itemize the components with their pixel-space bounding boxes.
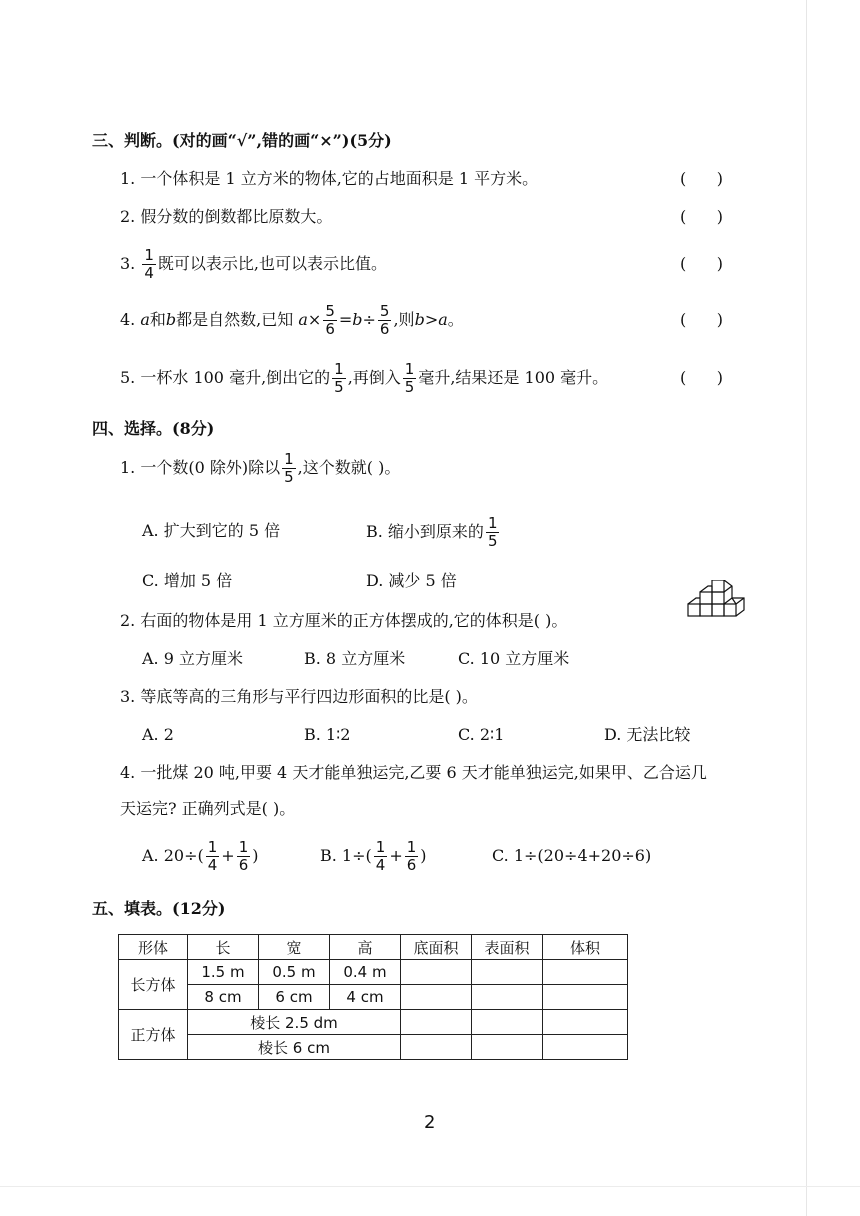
- table-cell: 棱长 6 cm: [188, 1035, 401, 1060]
- fill-table: [118, 934, 628, 1060]
- choice-q1-option-c[interactable]: C. 增加 5 倍: [142, 571, 233, 590]
- judge-q4-num: 4.: [120, 310, 136, 329]
- judge-q2: 2. 假分数的倒数都比原数大。: [120, 207, 333, 226]
- answer-cell[interactable]: [472, 1010, 543, 1035]
- judge-q5: [120, 358, 608, 398]
- denominator: 6: [325, 320, 335, 338]
- fraction-one-fifth: [486, 515, 500, 550]
- divide-sign: ÷: [362, 310, 376, 329]
- text: 都是自然数,已知: [176, 310, 294, 329]
- page-number: 2: [424, 1112, 436, 1133]
- option-text: B. 1÷(: [320, 846, 372, 865]
- numerator: 1: [238, 838, 249, 856]
- choice-q4-option-b[interactable]: [320, 836, 427, 876]
- choice-q3-option-c[interactable]: C. 2∶1: [458, 725, 505, 744]
- choice-q1: [120, 448, 400, 488]
- judge-q2-answer-blank[interactable]: ( ): [680, 207, 723, 226]
- header-cell: 表面积: [472, 935, 543, 960]
- close-paren: ): [252, 846, 259, 865]
- judge-q5-answer-blank[interactable]: ( ): [680, 368, 723, 387]
- denominator: 6: [406, 856, 417, 874]
- fraction-one-quarter: [374, 839, 388, 874]
- table-cell: 8 cm: [188, 985, 259, 1010]
- denominator: 4: [207, 856, 218, 874]
- choice-q1-option-d[interactable]: D. 减少 5 倍: [366, 571, 457, 590]
- judge-q4: [120, 300, 464, 340]
- answer-cell[interactable]: [543, 985, 628, 1010]
- text: 。: [447, 310, 464, 329]
- table-cell: 0.4 m: [330, 960, 401, 985]
- denominator: 4: [375, 856, 386, 874]
- fraction-one-fifth: [403, 361, 417, 396]
- choice-q2-option-b[interactable]: B. 8 立方厘米: [304, 649, 406, 668]
- numerator: 1: [334, 360, 344, 378]
- section5-heading: 五、填表。(12分): [92, 899, 226, 918]
- table-cell: 4 cm: [330, 985, 401, 1010]
- table-row: [119, 960, 628, 985]
- fraction-one-sixth: [237, 839, 251, 874]
- choice-q1-text-b: ,这个数就( )。: [297, 458, 401, 477]
- denominator: 5: [334, 378, 344, 396]
- choice-q3-option-d[interactable]: D. 无法比较: [604, 725, 691, 744]
- fraction-one-quarter: [206, 839, 220, 874]
- fraction-one-fifth: [282, 451, 296, 486]
- var-b: b: [414, 310, 425, 329]
- judge-q1: 1. 一个体积是 1 立方米的物体,它的占地面积是 1 平方米。: [120, 169, 539, 188]
- numerator: 1: [375, 838, 386, 856]
- numerator: 5: [379, 302, 390, 320]
- choice-q4-line1: 4. 一批煤 20 吨,甲要 4 天才能单独运完,乙要 6 天才能单独运完,如果甲、乙合运几: [120, 763, 707, 782]
- header-cell: 高: [330, 935, 401, 960]
- times-sign: ×: [307, 310, 322, 329]
- denominator: 4: [144, 264, 154, 282]
- choice-q4-option-c[interactable]: C. 1÷(20÷4+20÷6): [492, 846, 652, 865]
- greater-sign: >: [424, 310, 439, 329]
- denominator: 5: [487, 532, 498, 550]
- table-row: [119, 985, 628, 1010]
- plus-sign: +: [389, 846, 403, 865]
- fraction-five-sixths: [378, 303, 392, 338]
- choice-q2: 2. 右面的物体是用 1 立方厘米的正方体摆成的,它的体积是( )。: [120, 611, 568, 630]
- table-cell: 0.5 m: [259, 960, 330, 985]
- table-cell: 1.5 m: [188, 960, 259, 985]
- fraction-one-sixth: [405, 839, 419, 874]
- answer-cell[interactable]: [472, 985, 543, 1010]
- numerator: 5: [325, 302, 335, 320]
- choice-q2-option-c[interactable]: C. 10 立方厘米: [458, 649, 570, 668]
- table-row: [119, 1035, 628, 1060]
- choice-q3-option-b[interactable]: B. 1∶2: [304, 725, 351, 744]
- numerator: 1: [207, 838, 218, 856]
- table-header-row: [119, 935, 628, 960]
- denominator: 6: [238, 856, 249, 874]
- header-cell: 形体: [119, 935, 188, 960]
- denominator: 5: [284, 468, 294, 486]
- header-cell: 底面积: [401, 935, 472, 960]
- choice-q4-option-a[interactable]: [142, 836, 258, 876]
- numerator: 1: [284, 450, 294, 468]
- header-cell: 长: [188, 935, 259, 960]
- judge-q5-text-a: 5. 一杯水 100 毫升,倒出它的: [120, 368, 331, 387]
- fraction-five-sixths: [323, 303, 337, 338]
- numerator: 1: [487, 514, 498, 532]
- choice-q1-option-b[interactable]: [366, 512, 501, 552]
- fraction-one-quarter: [142, 247, 156, 282]
- answer-cell[interactable]: [472, 960, 543, 985]
- judge-q3-answer-blank[interactable]: ( ): [680, 254, 723, 273]
- choice-q2-option-a[interactable]: A. 9 立方厘米: [142, 649, 243, 668]
- answer-cell[interactable]: [543, 1010, 628, 1035]
- numerator: 1: [404, 360, 415, 378]
- choice-q1-text-a: 1. 一个数(0 除外)除以: [120, 458, 281, 477]
- header-cell: 宽: [259, 935, 330, 960]
- choice-q1-option-a[interactable]: A. 扩大到它的 5 倍: [142, 521, 281, 540]
- table-row: [119, 1010, 628, 1035]
- close-paren: ): [420, 846, 427, 865]
- plus-sign: +: [221, 846, 235, 865]
- text: 和: [149, 310, 166, 329]
- judge-q5-text-b: ,再倒入: [347, 368, 401, 387]
- var-a: a: [298, 310, 308, 329]
- answer-cell[interactable]: [543, 960, 628, 985]
- judge-q4-answer-blank[interactable]: ( ): [680, 310, 723, 329]
- text: ,则: [393, 310, 415, 329]
- judge-q3-text: 既可以表示比,也可以表示比值。: [157, 254, 387, 273]
- judge-q3-num: 3.: [120, 254, 136, 273]
- section4-heading: 四、选择。(8分): [92, 419, 215, 438]
- judge-q1-answer-blank[interactable]: ( ): [680, 169, 723, 188]
- option-text: A. 20÷(: [142, 846, 204, 865]
- cube-stack-figure: [684, 580, 756, 624]
- var-a: a: [438, 310, 448, 329]
- option-b-text: B. 缩小到原来的: [366, 522, 484, 541]
- choice-q4-line2: 天运完? 正确列式是( )。: [120, 799, 296, 818]
- page-edge-right: [806, 0, 807, 1216]
- answer-cell[interactable]: [543, 1035, 628, 1060]
- denominator: 6: [379, 320, 390, 338]
- var-b: b: [352, 310, 363, 329]
- answer-cell[interactable]: [401, 985, 472, 1010]
- answer-cell[interactable]: [401, 1035, 472, 1060]
- answer-cell[interactable]: [472, 1035, 543, 1060]
- numerator: 1: [144, 246, 154, 264]
- section3-heading: 三、判断。(对的画“√”,错的画“×”)(5分): [92, 131, 392, 150]
- equals-sign: =: [338, 310, 353, 329]
- var-b: b: [165, 310, 177, 329]
- fraction-one-fifth: [332, 361, 346, 396]
- denominator: 5: [404, 378, 415, 396]
- choice-q3-option-a[interactable]: A. 2: [142, 725, 174, 744]
- cuboid-label: 长方体: [119, 960, 188, 1010]
- cube-label: 正方体: [119, 1010, 188, 1060]
- numerator: 1: [406, 838, 417, 856]
- page-edge-bottom: [0, 1186, 860, 1187]
- table-cell: 6 cm: [259, 985, 330, 1010]
- header-cell: 体积: [543, 935, 628, 960]
- var-a: a: [140, 310, 150, 329]
- judge-q3: [120, 244, 387, 284]
- answer-cell[interactable]: [401, 1010, 472, 1035]
- choice-q3: 3. 等底等高的三角形与平行四边形面积的比是( )。: [120, 687, 478, 706]
- table-cell: 棱长 2.5 dm: [188, 1010, 401, 1035]
- answer-cell[interactable]: [401, 960, 472, 985]
- judge-q5-text-c: 毫升,结果还是 100 毫升。: [418, 368, 609, 387]
